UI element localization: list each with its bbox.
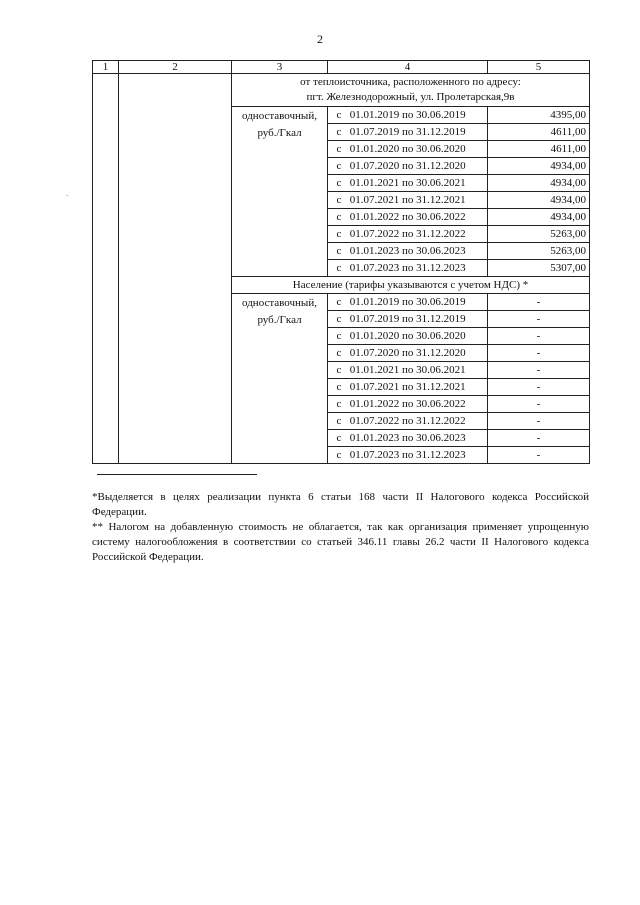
column-number-row: [93, 61, 590, 74]
period-cell: [328, 362, 488, 379]
period-text: 01.01.2020 по 30.06.2020: [349, 142, 466, 155]
period-cell: [328, 226, 488, 243]
empty-cell-col1: [93, 74, 119, 464]
period-prefix: с: [336, 193, 342, 206]
period-cell: [328, 345, 488, 362]
column-number: 3: [232, 61, 328, 74]
period-prefix: с: [336, 210, 342, 223]
tariff-value: 5263,00: [488, 226, 590, 243]
period-prefix: с: [336, 108, 342, 121]
period-cell: [328, 396, 488, 413]
period-text: 01.01.2021 по 30.06.2021: [349, 176, 466, 189]
period-prefix: с: [336, 329, 342, 342]
tariff-type-line2: руб./Гкал: [257, 314, 302, 326]
period-text: 01.01.2020 по 30.06.2020: [349, 329, 466, 342]
period-cell: [328, 294, 488, 311]
tariff-value: 4934,00: [488, 158, 590, 175]
tariff-value: 4611,00: [488, 141, 590, 158]
period-cell: [328, 430, 488, 447]
period-text: 01.07.2023 по 31.12.2023: [349, 261, 466, 274]
period-text: 01.07.2023 по 31.12.2023: [349, 448, 466, 461]
tariff-value: 4934,00: [488, 192, 590, 209]
period-prefix: с: [336, 431, 342, 444]
period-cell: [328, 328, 488, 345]
period-cell: [328, 158, 488, 175]
section1-heading-row: [93, 74, 590, 107]
tariff-value: -: [488, 379, 590, 396]
period-prefix: с: [336, 176, 342, 189]
period-cell: [328, 209, 488, 226]
empty-cell-col2: [119, 74, 232, 464]
tariff-type-line1: одноставочный,: [242, 297, 317, 309]
section1-heading-line2: пгт. Железнодорожный, ул. Пролетарская,9в: [306, 91, 515, 103]
period-text: 01.07.2019 по 31.12.2019: [349, 125, 466, 138]
tariff-value: 5263,00: [488, 243, 590, 260]
tariff-value: 4611,00: [488, 124, 590, 141]
section2-heading: Население (тарифы указываются с учетом НДС) *: [232, 277, 590, 294]
tariff-type-line2: руб./Гкал: [257, 127, 302, 139]
column-number: 1: [93, 61, 119, 74]
period-prefix: с: [336, 363, 342, 376]
tariff-table-body: [93, 61, 590, 464]
tariff-type-line1: одноставочный,: [242, 110, 317, 122]
tariff-value: -: [488, 311, 590, 328]
period-cell: [328, 311, 488, 328]
period-text: 01.07.2022 по 31.12.2022: [349, 227, 466, 240]
period-prefix: с: [336, 244, 342, 257]
page-number: 2: [317, 32, 323, 46]
footnote-2: ** Налогом на добавленную стоимость не облагается, так как организация применяет упрощенную систему налогообложения в соответствии со статьей 346.11 главы 26.2 части II Налогового кодекса Российской Федерации.: [92, 521, 589, 563]
period-text: 01.01.2019 по 30.06.2019: [349, 108, 466, 121]
period-text: 01.07.2019 по 31.12.2019: [349, 312, 466, 325]
period-prefix: с: [336, 346, 342, 359]
period-prefix: с: [336, 159, 342, 172]
period-prefix: с: [336, 312, 342, 325]
period-cell: [328, 243, 488, 260]
period-text: 01.01.2022 по 30.06.2022: [349, 210, 466, 223]
period-cell: [328, 260, 488, 277]
period-cell: [328, 192, 488, 209]
tariff-value: -: [488, 396, 590, 413]
tariff-value: -: [488, 413, 590, 430]
footnotes: [92, 490, 589, 565]
tariff-value: 4934,00: [488, 209, 590, 226]
period-prefix: с: [336, 261, 342, 274]
period-text: 01.01.2022 по 30.06.2022: [349, 397, 466, 410]
period-text: 01.07.2020 по 31.12.2020: [349, 346, 466, 359]
period-prefix: с: [336, 397, 342, 410]
tariff-value: -: [488, 345, 590, 362]
period-text: 01.01.2023 по 30.06.2023: [349, 244, 466, 257]
tariff-value: -: [488, 430, 590, 447]
period-text: 01.01.2023 по 30.06.2023: [349, 431, 466, 444]
tariff-value: -: [488, 328, 590, 345]
period-prefix: с: [336, 448, 342, 461]
period-cell: [328, 107, 488, 124]
period-prefix: с: [336, 295, 342, 308]
period-prefix: с: [336, 125, 342, 138]
tariff-value: -: [488, 294, 590, 311]
tariff-value: 4934,00: [488, 175, 590, 192]
period-prefix: с: [336, 414, 342, 427]
tariff-table: [92, 60, 590, 464]
period-text: 01.01.2019 по 30.06.2019: [349, 295, 466, 308]
tariff-type-cell: [232, 107, 328, 277]
period-text: 01.01.2021 по 30.06.2021: [349, 363, 466, 376]
period-cell: [328, 175, 488, 192]
period-prefix: с: [336, 142, 342, 155]
period-cell: [328, 141, 488, 158]
column-number: 2: [119, 61, 232, 74]
period-text: 01.07.2020 по 31.12.2020: [349, 159, 466, 172]
period-cell: [328, 124, 488, 141]
period-text: 01.07.2021 по 31.12.2021: [349, 193, 466, 206]
tariff-value: 5307,00: [488, 260, 590, 277]
footnote-1: *Выделяется в целях реализации пункта 6 статьи 168 части II Налогового кодекса Российской Федерации.: [92, 491, 589, 518]
section1-heading: [232, 74, 590, 107]
section1-heading-line1: от теплоисточника, расположенного по адресу:: [300, 76, 521, 88]
tariff-value: -: [488, 447, 590, 464]
tariff-value: -: [488, 362, 590, 379]
period-prefix: с: [336, 380, 342, 393]
period-text: 01.07.2022 по 31.12.2022: [349, 414, 466, 427]
period-prefix: с: [336, 227, 342, 240]
tariff-value: 4395,00: [488, 107, 590, 124]
margin-mark: .: [66, 188, 69, 198]
tariff-type-cell: [232, 294, 328, 464]
period-cell: [328, 379, 488, 396]
period-text: 01.07.2021 по 31.12.2021: [349, 380, 466, 393]
column-number: 5: [488, 61, 590, 74]
period-cell: [328, 447, 488, 464]
footnote-separator: [97, 474, 257, 475]
column-number: 4: [328, 61, 488, 74]
period-cell: [328, 413, 488, 430]
